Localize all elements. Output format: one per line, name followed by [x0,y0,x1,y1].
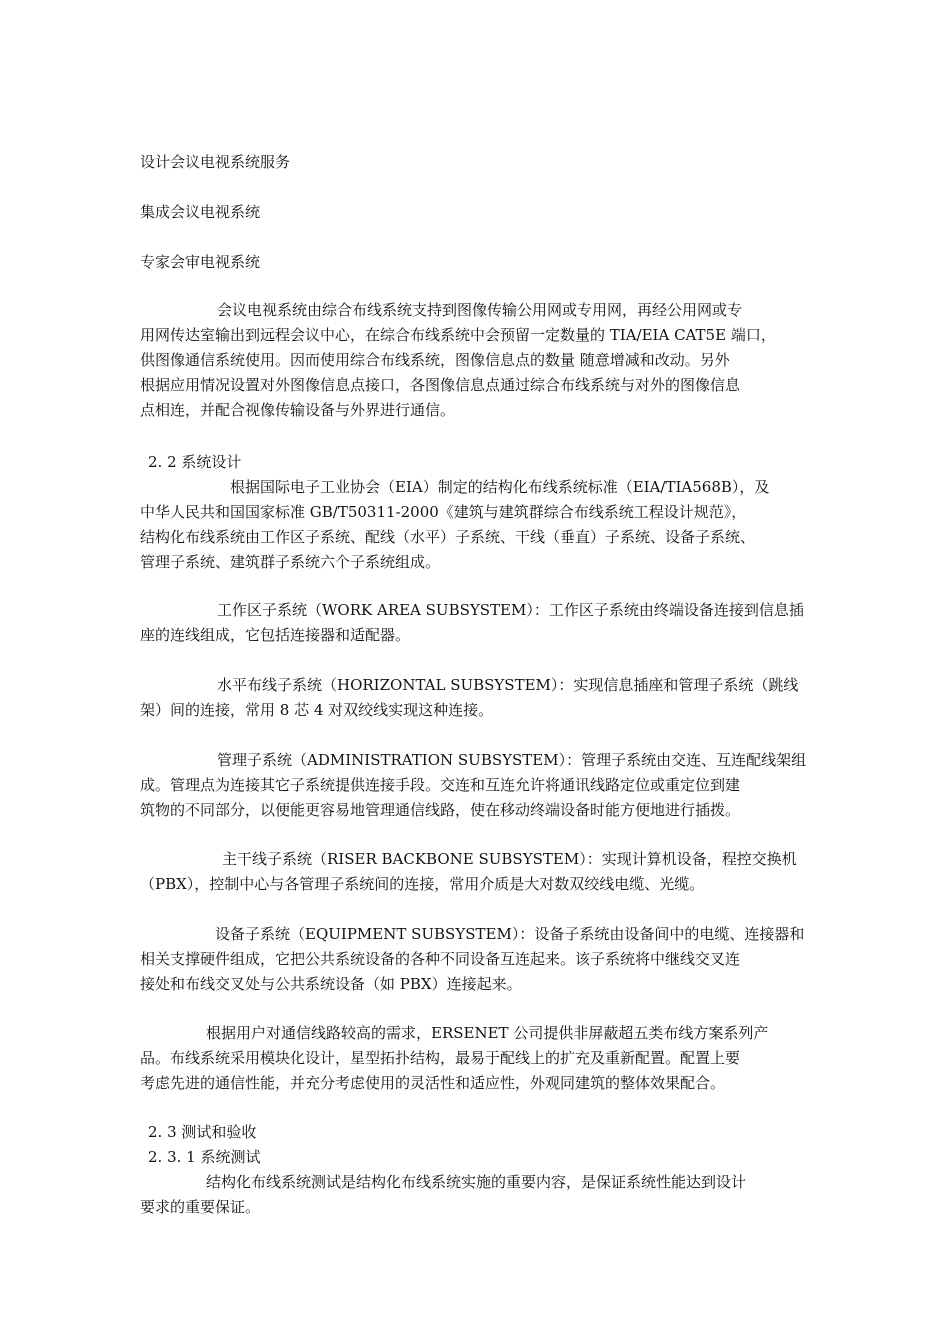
heading-expert-review [140,250,825,275]
text-line: 品。布线系统采用模块化设计，星型拓扑结构，最易于配线上的扩充及重新配置。配置上要 [140,1049,741,1067]
text-line: 考虑先进的通信性能，并充分考虑使用的灵活性和适应性，外观同建筑的整体效果配合。 [140,1074,726,1092]
heading-text: 设计会议电视系统服务 [140,153,291,171]
section-heading: 2. 3 测试和验收 [148,1123,257,1141]
paragraph-horizontal [140,673,825,723]
heading-design-service [140,150,825,175]
text-line: 主干线子系统（RISER BACKBONE SUBSYSTEM）：实现计算机设备，程控交换机 [222,850,797,868]
paragraph-ersenet [140,1021,825,1096]
subsection-heading: 2. 3. 1 系统测试 [148,1148,261,1166]
text-line: 筑物的不同部分，以便能更容易地管理通信线路，使在移动终端设备时能方便地进行插拨。 [140,801,741,819]
section-heading: 2. 2 系统设计 [148,453,242,471]
section-2-3 [140,1120,825,1220]
text-line: 设备子系统（EQUIPMENT SUBSYSTEM）：设备子系统由设备间中的电缆、连接器和 [215,925,805,943]
heading-integration [140,200,825,225]
text-line: 点相连，并配合视像传输设备与外界进行通信。 [140,401,456,419]
section-2-2 [140,450,825,575]
text-line: 结构化布线系统测试是结构化布线系统实施的重要内容，是保证系统性能达到设计 [206,1173,747,1191]
text-line: 根据国际电子工业协会（EIA）制定的结构化布线系统标准（EIA/TIA568B），及 [230,478,770,496]
paragraph-equipment [140,922,825,997]
text-line: 供图像通信系统使用。因而使用综合布线系统，图像信息点的数量 随意增减和改动。另外 [140,351,730,369]
paragraph-work-area [140,598,825,648]
text-line: 架）间的连接，常用 8 芯 4 对双绞线实现这种连接。 [140,701,494,719]
text-line: 用网传达室输出到远程会议中心，在综合布线系统中会预留一定数量的 TIA/EIA CAT5E 端口， [140,326,776,344]
text-line: 相关支撑硬件组成，它把公共系统设备的各种不同设备互连起来。该子系统将中继线交叉连 [140,950,741,968]
text-line: 座的连线组成，它包括连接器和适配器。 [140,626,411,644]
text-line: （PBX），控制中心与各管理子系统间的连接，常用介质是大对数双绞线电缆、光缆。 [140,875,705,893]
text-line: 水平布线子系统（HORIZONTAL SUBSYSTEM）：实现信息插座和管理子系统（跳线 [217,676,799,694]
text-line: 接处和布线交叉处与公共系统设备（如 PBX）连接起来。 [140,975,522,993]
text-line: 会议电视系统由综合布线系统支持到图像传输公用网或专用网，再经公用网或专 [217,301,743,319]
heading-text: 专家会审电视系统 [140,253,261,271]
text-line: 工作区子系统（WORK AREA SUBSYSTEM）：工作区子系统由终端设备连接到信息插 [217,601,804,619]
text-line: 要求的重要保证。 [140,1198,261,1216]
text-line: 结构化布线系统由工作区子系统、配线（水平）子系统、干线（垂直）子系统、设备子系统、 [140,528,756,546]
text-line: 管理子系统、建筑群子系统六个子系统组成。 [140,553,441,571]
text-line: 管理子系统（ADMINISTRATION SUBSYSTEM）：管理子系统由交连、互连配线架组 [217,751,807,769]
heading-text: 集成会议电视系统 [140,203,261,221]
text-line: 中华人民共和国国家标准 GB/T50311-2000《建筑与建筑群综合布线系统工程设计规范》， [140,503,747,521]
paragraph-intro [140,298,825,423]
paragraph-riser [140,847,825,897]
text-line: 根据用户对通信线路较高的需求，ERSENET 公司提供非屏蔽超五类布线方案系列产 [206,1024,769,1042]
text-line: 根据应用情况设置对外图像信息点接口，各图像信息点通过综合布线系统与对外的图像信息 [140,376,741,394]
text-line: 成。管理点为连接其它子系统提供连接手段。交连和互连允许将通讯线路定位或重定位到建 [140,776,741,794]
paragraph-administration [140,748,825,823]
